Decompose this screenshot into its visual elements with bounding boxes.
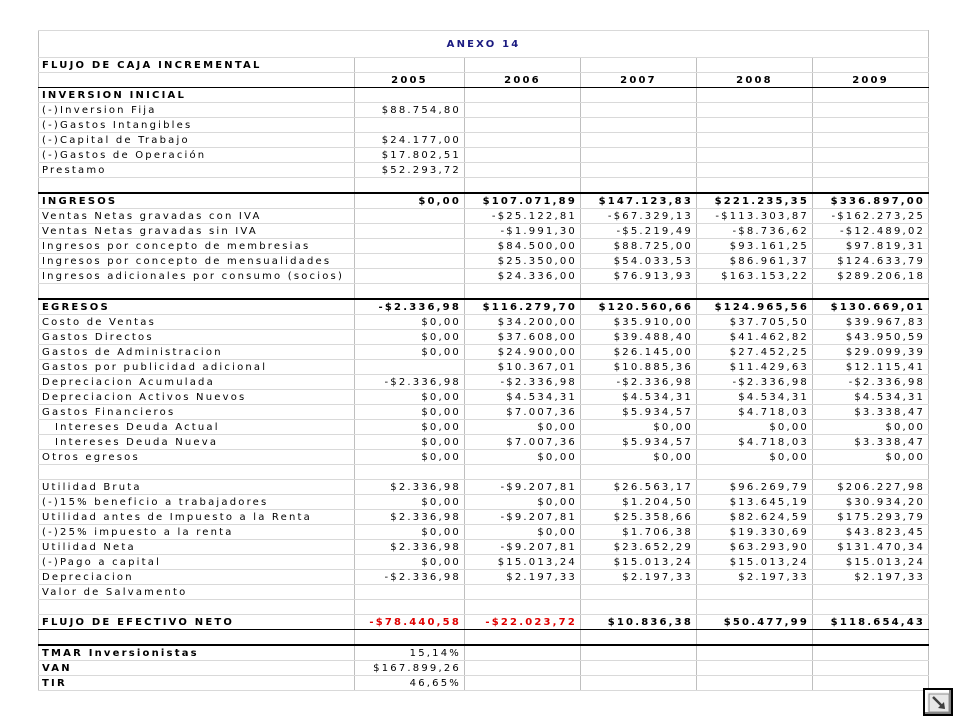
- value-cell: [813, 118, 929, 133]
- empty-cell: [813, 58, 929, 73]
- empty-cell: [697, 676, 813, 691]
- row-label: EGRESOS: [39, 299, 355, 315]
- value-cell: $221.235,35: [697, 193, 813, 209]
- row-label: Intereses Deuda Actual: [39, 420, 355, 435]
- value-cell: $10.885,36: [581, 360, 697, 375]
- value-cell: $11.429,63: [697, 360, 813, 375]
- empty-cell: [697, 465, 813, 480]
- table-row: [39, 163, 929, 178]
- value-cell: $289.206,18: [813, 269, 929, 284]
- empty-cell: [581, 284, 697, 300]
- value-cell: $7.007,36: [465, 405, 581, 420]
- value-cell: $0,00: [813, 450, 929, 465]
- empty-cell: [355, 178, 465, 194]
- row-label: Utilidad Neta: [39, 540, 355, 555]
- empty-cell: [465, 630, 581, 646]
- value-cell: $26.563,17: [581, 480, 697, 495]
- value-cell: $12.115,41: [813, 360, 929, 375]
- indicator-value: 15,14%: [355, 645, 465, 661]
- value-cell: $30.934,20: [813, 495, 929, 510]
- value-cell: $0,00: [355, 345, 465, 360]
- value-cell: $0,00: [355, 315, 465, 330]
- blank-row: [39, 465, 929, 480]
- value-cell: -$67.329,13: [581, 209, 697, 224]
- value-cell: $17.802,51: [355, 148, 465, 163]
- table-row: [39, 570, 929, 585]
- value-cell: $0,00: [355, 555, 465, 570]
- table-row: [39, 315, 929, 330]
- return-arrow-icon: [928, 693, 950, 713]
- empty-cell: [813, 88, 929, 103]
- value-cell: $0,00: [465, 450, 581, 465]
- empty-cell: [465, 645, 581, 661]
- value-cell: $0,00: [355, 330, 465, 345]
- value-cell: $0,00: [355, 525, 465, 540]
- empty-cell: [465, 465, 581, 480]
- empty-cell: [465, 178, 581, 194]
- value-cell: $4.534,31: [697, 390, 813, 405]
- empty-cell: [465, 284, 581, 300]
- value-cell: $29.099,39: [813, 345, 929, 360]
- value-cell: [581, 148, 697, 163]
- empty-cell: [581, 178, 697, 194]
- empty-cell: [697, 88, 813, 103]
- value-cell: $0,00: [355, 193, 465, 209]
- row-label: Ingresos por concepto de membresias: [39, 239, 355, 254]
- table-row: [39, 269, 929, 284]
- value-cell: $10.367,01: [465, 360, 581, 375]
- empty-cell: [465, 661, 581, 676]
- table-row: [39, 390, 929, 405]
- value-cell: $24.900,00: [465, 345, 581, 360]
- value-cell: $15.013,24: [813, 555, 929, 570]
- table-row: [39, 510, 929, 525]
- value-cell: $130.669,01: [813, 299, 929, 315]
- value-cell: [813, 585, 929, 600]
- value-cell: $4.534,31: [581, 390, 697, 405]
- value-cell: $39.488,40: [581, 330, 697, 345]
- year-header: 2005: [355, 73, 465, 88]
- row-label: (-)Pago a capital: [39, 555, 355, 570]
- value-cell: [813, 133, 929, 148]
- row-label: Gastos por publicidad adicional: [39, 360, 355, 375]
- value-cell: [465, 148, 581, 163]
- table-row: [39, 405, 929, 420]
- value-cell: $124.633,79: [813, 254, 929, 269]
- value-cell: $0,00: [355, 390, 465, 405]
- table-row: [39, 615, 929, 630]
- value-cell: $124.965,56: [697, 299, 813, 315]
- table-row: [39, 209, 929, 224]
- table-row: [39, 133, 929, 148]
- value-cell: [465, 133, 581, 148]
- value-cell: -$2.336,98: [697, 375, 813, 390]
- table-row: [39, 450, 929, 465]
- table-row: [39, 330, 929, 345]
- value-cell: -$22.023,72: [465, 615, 581, 630]
- table-subtitle: FLUJO DE CAJA INCREMENTAL: [39, 58, 355, 73]
- empty-cell: [39, 630, 355, 646]
- empty-cell: [39, 284, 355, 300]
- table-row: [39, 495, 929, 510]
- indicator-label: TMAR Inversionistas: [39, 645, 355, 661]
- value-cell: [697, 133, 813, 148]
- row-label: (-)15% beneficio a trabajadores: [39, 495, 355, 510]
- empty-cell: [465, 676, 581, 691]
- value-cell: $54.033,53: [581, 254, 697, 269]
- value-cell: $25.358,66: [581, 510, 697, 525]
- indicator-label: VAN: [39, 661, 355, 676]
- value-cell: $175.293,79: [813, 510, 929, 525]
- empty-cell: [581, 465, 697, 480]
- value-cell: $3.338,47: [813, 435, 929, 450]
- table-row: [39, 148, 929, 163]
- table-row: [39, 254, 929, 269]
- value-cell: [697, 118, 813, 133]
- empty-cell: [697, 630, 813, 646]
- value-cell: -$2.336,98: [465, 375, 581, 390]
- empty-cell: [813, 676, 929, 691]
- empty-cell: [813, 645, 929, 661]
- value-cell: [465, 163, 581, 178]
- value-cell: $0,00: [581, 450, 697, 465]
- empty-cell: [355, 600, 465, 615]
- value-cell: $0,00: [697, 450, 813, 465]
- value-cell: [355, 254, 465, 269]
- empty-cell: [813, 284, 929, 300]
- value-cell: $131.470,34: [813, 540, 929, 555]
- row-label: Ingresos por concepto de mensualidades: [39, 254, 355, 269]
- row-label: Utilidad antes de Impuesto a la Renta: [39, 510, 355, 525]
- value-cell: [355, 585, 465, 600]
- value-cell: $0,00: [697, 420, 813, 435]
- value-cell: $120.560,66: [581, 299, 697, 315]
- row-label: FLUJO DE EFECTIVO NETO: [39, 615, 355, 630]
- value-cell: -$5.219,49: [581, 224, 697, 239]
- value-cell: $37.705,50: [697, 315, 813, 330]
- row-label: Valor de Salvamento: [39, 585, 355, 600]
- value-cell: $2.197,33: [813, 570, 929, 585]
- indicator-row: [39, 676, 929, 691]
- return-button[interactable]: [923, 688, 953, 716]
- value-cell: $336.897,00: [813, 193, 929, 209]
- value-cell: [581, 585, 697, 600]
- value-cell: [355, 118, 465, 133]
- row-label: Ingresos adicionales por consumo (socios): [39, 269, 355, 284]
- empty-cell: [813, 178, 929, 194]
- value-cell: $5.934,57: [581, 435, 697, 450]
- table-row: [39, 540, 929, 555]
- value-cell: $84.500,00: [465, 239, 581, 254]
- value-cell: $23.652,29: [581, 540, 697, 555]
- empty-cell: [581, 88, 697, 103]
- value-cell: $86.961,37: [697, 254, 813, 269]
- empty-cell: [465, 58, 581, 73]
- row-label: Otros egresos: [39, 450, 355, 465]
- empty-cell: [355, 465, 465, 480]
- value-cell: $2.336,98: [355, 540, 465, 555]
- empty-cell: [465, 88, 581, 103]
- value-cell: $24.177,00: [355, 133, 465, 148]
- value-cell: $163.153,22: [697, 269, 813, 284]
- value-cell: $1.204,50: [581, 495, 697, 510]
- table-row: [39, 585, 929, 600]
- row-label: Intereses Deuda Nueva: [39, 435, 355, 450]
- value-cell: -$113.303,87: [697, 209, 813, 224]
- value-cell: $24.336,00: [465, 269, 581, 284]
- value-cell: $4.718,03: [697, 405, 813, 420]
- row-label: (-)Capital de Trabajo: [39, 133, 355, 148]
- table-row: [39, 525, 929, 540]
- row-label: Costo de Ventas: [39, 315, 355, 330]
- blank-row: [39, 284, 929, 300]
- value-cell: $1.706,38: [581, 525, 697, 540]
- row-label: Depreciacion Activos Nuevos: [39, 390, 355, 405]
- table-row: [39, 193, 929, 209]
- value-cell: [581, 103, 697, 118]
- value-cell: $41.462,82: [697, 330, 813, 345]
- table-row: [39, 555, 929, 570]
- value-cell: $93.161,25: [697, 239, 813, 254]
- empty-cell: [581, 58, 697, 73]
- value-cell: [465, 103, 581, 118]
- value-cell: -$9.207,81: [465, 510, 581, 525]
- empty-cell: [697, 178, 813, 194]
- row-label: Ventas Netas gravadas sin IVA: [39, 224, 355, 239]
- value-cell: -$9.207,81: [465, 540, 581, 555]
- value-cell: $0,00: [465, 525, 581, 540]
- value-cell: [813, 103, 929, 118]
- empty-cell: [697, 284, 813, 300]
- value-cell: [355, 239, 465, 254]
- value-cell: [697, 585, 813, 600]
- empty-cell: [355, 88, 465, 103]
- value-cell: $4.534,31: [813, 390, 929, 405]
- value-cell: $0,00: [465, 420, 581, 435]
- value-cell: -$2.336,98: [813, 375, 929, 390]
- value-cell: $15.013,24: [697, 555, 813, 570]
- title-row: [39, 31, 929, 58]
- value-cell: $0,00: [813, 420, 929, 435]
- value-cell: $0,00: [355, 420, 465, 435]
- row-label: (-)Gastos Intangibles: [39, 118, 355, 133]
- row-label: (-)25% impuesto a la renta: [39, 525, 355, 540]
- empty-cell: [813, 465, 929, 480]
- year-header: 2008: [697, 73, 813, 88]
- empty-cell: [697, 600, 813, 615]
- blank-row: [39, 600, 929, 615]
- value-cell: [813, 163, 929, 178]
- table-row: [39, 224, 929, 239]
- value-cell: $15.013,24: [465, 555, 581, 570]
- row-label: Depreciacion: [39, 570, 355, 585]
- value-cell: -$2.336,98: [355, 570, 465, 585]
- year-header-row: [39, 73, 929, 88]
- value-cell: $43.950,59: [813, 330, 929, 345]
- value-cell: $37.608,00: [465, 330, 581, 345]
- value-cell: $206.227,98: [813, 480, 929, 495]
- blank-row: [39, 630, 929, 646]
- value-cell: [581, 118, 697, 133]
- value-cell: [465, 118, 581, 133]
- empty-cell: [581, 600, 697, 615]
- row-label: Gastos Directos: [39, 330, 355, 345]
- value-cell: $63.293,90: [697, 540, 813, 555]
- indicator-label: TIR: [39, 676, 355, 691]
- table-row: [39, 239, 929, 254]
- value-cell: $34.200,00: [465, 315, 581, 330]
- table-row: [39, 375, 929, 390]
- year-header: 2006: [465, 73, 581, 88]
- year-header: 2007: [581, 73, 697, 88]
- value-cell: $13.645,19: [697, 495, 813, 510]
- empty-cell: [39, 73, 355, 88]
- empty-cell: [355, 58, 465, 73]
- value-cell: $97.819,31: [813, 239, 929, 254]
- value-cell: -$78.440,58: [355, 615, 465, 630]
- subtitle-row: [39, 58, 929, 73]
- table-row: [39, 360, 929, 375]
- empty-cell: [39, 600, 355, 615]
- value-cell: $88.754,80: [355, 103, 465, 118]
- table-row: [39, 480, 929, 495]
- value-cell: $4.718,03: [697, 435, 813, 450]
- value-cell: [697, 103, 813, 118]
- value-cell: $2.197,33: [581, 570, 697, 585]
- value-cell: [697, 163, 813, 178]
- indicator-value: $167.899,26: [355, 661, 465, 676]
- empty-cell: [581, 645, 697, 661]
- row-label: INGRESOS: [39, 193, 355, 209]
- value-cell: -$9.207,81: [465, 480, 581, 495]
- value-cell: $116.279,70: [465, 299, 581, 315]
- empty-cell: [813, 630, 929, 646]
- value-cell: [355, 224, 465, 239]
- value-cell: $5.934,57: [581, 405, 697, 420]
- row-label: Prestamo: [39, 163, 355, 178]
- value-cell: $0,00: [355, 450, 465, 465]
- value-cell: $0,00: [355, 495, 465, 510]
- value-cell: $88.725,00: [581, 239, 697, 254]
- row-label: (-)Gastos de Operación: [39, 148, 355, 163]
- row-label: Gastos de Administracion: [39, 345, 355, 360]
- value-cell: -$12.489,02: [813, 224, 929, 239]
- value-cell: $147.123,83: [581, 193, 697, 209]
- value-cell: $26.145,00: [581, 345, 697, 360]
- row-label: Utilidad Bruta: [39, 480, 355, 495]
- empty-cell: [355, 284, 465, 300]
- value-cell: $0,00: [355, 405, 465, 420]
- empty-cell: [39, 178, 355, 194]
- empty-cell: [355, 630, 465, 646]
- value-cell: $7.007,36: [465, 435, 581, 450]
- indicator-row: [39, 661, 929, 676]
- blank-row: [39, 178, 929, 194]
- value-cell: $96.269,79: [697, 480, 813, 495]
- value-cell: $0,00: [581, 420, 697, 435]
- value-cell: $0,00: [465, 495, 581, 510]
- value-cell: -$2.336,98: [355, 375, 465, 390]
- value-cell: $2.336,98: [355, 480, 465, 495]
- value-cell: $4.534,31: [465, 390, 581, 405]
- value-cell: [465, 585, 581, 600]
- value-cell: $82.624,59: [697, 510, 813, 525]
- table-row: [39, 420, 929, 435]
- empty-cell: [465, 600, 581, 615]
- value-cell: [813, 148, 929, 163]
- value-cell: $39.967,83: [813, 315, 929, 330]
- empty-cell: [813, 661, 929, 676]
- value-cell: [581, 133, 697, 148]
- value-cell: $2.336,98: [355, 510, 465, 525]
- year-header: 2009: [813, 73, 929, 88]
- row-label: Gastos Financieros: [39, 405, 355, 420]
- section-heading-row: [39, 88, 929, 103]
- row-label: Depreciacion Acumulada: [39, 375, 355, 390]
- table-title: ANEXO 14: [39, 31, 929, 58]
- empty-cell: [581, 630, 697, 646]
- empty-cell: [697, 661, 813, 676]
- value-cell: $35.910,00: [581, 315, 697, 330]
- value-cell: -$1.991,30: [465, 224, 581, 239]
- value-cell: $15.013,24: [581, 555, 697, 570]
- empty-cell: [697, 58, 813, 73]
- value-cell: $50.477,99: [697, 615, 813, 630]
- value-cell: $43.823,45: [813, 525, 929, 540]
- value-cell: -$2.336,98: [581, 375, 697, 390]
- indicator-value: 46,65%: [355, 676, 465, 691]
- value-cell: $0,00: [355, 435, 465, 450]
- value-cell: $107.071,89: [465, 193, 581, 209]
- table-row: [39, 103, 929, 118]
- value-cell: $19.330,69: [697, 525, 813, 540]
- empty-cell: [813, 600, 929, 615]
- value-cell: -$2.336,98: [355, 299, 465, 315]
- value-cell: $10.836,38: [581, 615, 697, 630]
- row-label: (-)Inversion Fija: [39, 103, 355, 118]
- value-cell: [697, 148, 813, 163]
- value-cell: $3.338,47: [813, 405, 929, 420]
- value-cell: $2.197,33: [465, 570, 581, 585]
- indicator-row: [39, 645, 929, 661]
- value-cell: [581, 163, 697, 178]
- empty-cell: [39, 465, 355, 480]
- value-cell: $27.452,25: [697, 345, 813, 360]
- table-row: [39, 345, 929, 360]
- value-cell: [355, 269, 465, 284]
- empty-cell: [581, 661, 697, 676]
- value-cell: $2.197,33: [697, 570, 813, 585]
- value-cell: $52.293,72: [355, 163, 465, 178]
- value-cell: $76.913,93: [581, 269, 697, 284]
- value-cell: [355, 209, 465, 224]
- table-row: [39, 118, 929, 133]
- table-row: [39, 299, 929, 315]
- value-cell: $25.350,00: [465, 254, 581, 269]
- cash-flow-table: [38, 30, 929, 691]
- empty-cell: [697, 645, 813, 661]
- value-cell: [355, 360, 465, 375]
- section-heading: INVERSION INICIAL: [39, 88, 355, 103]
- value-cell: -$25.122,81: [465, 209, 581, 224]
- row-label: Ventas Netas gravadas con IVA: [39, 209, 355, 224]
- value-cell: $118.654,43: [813, 615, 929, 630]
- table-row: [39, 435, 929, 450]
- value-cell: -$8.736,62: [697, 224, 813, 239]
- value-cell: -$162.273,25: [813, 209, 929, 224]
- empty-cell: [581, 676, 697, 691]
